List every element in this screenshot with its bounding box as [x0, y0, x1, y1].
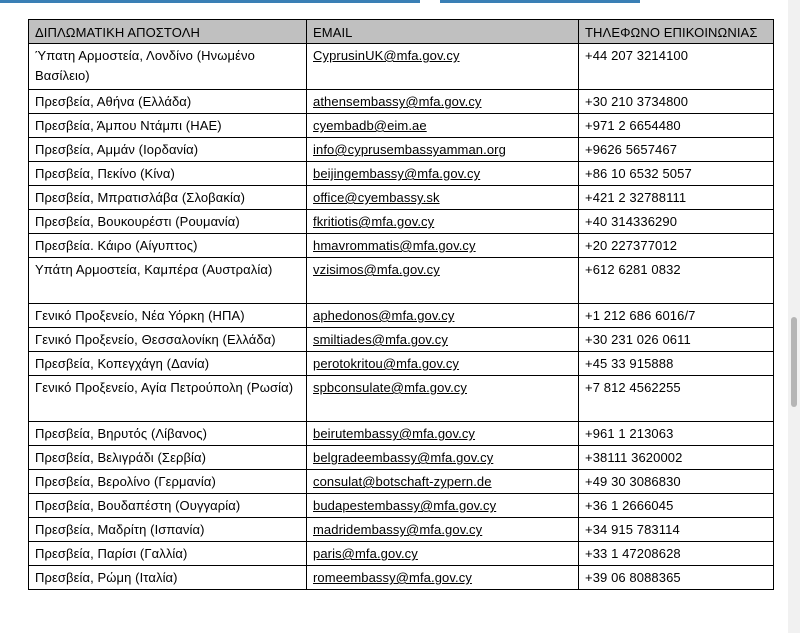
- email-link[interactable]: madridembassy@mfa.gov.cy: [313, 522, 483, 537]
- mission-cell: Πρεσβεία, Βουκουρέστι (Ρουμανία): [29, 210, 307, 234]
- email-link[interactable]: paris@mfa.gov.cy: [313, 546, 418, 561]
- phone-cell: +38111 3620002: [579, 446, 774, 470]
- email-link[interactable]: beijingembassy@mfa.gov.cy: [313, 166, 481, 181]
- mission-cell: Ύπατη Αρμοστεία, Λονδίνο (Ηνωμένο Βασίλειο): [29, 44, 307, 90]
- phone-cell: +7 812 4562255: [579, 376, 774, 422]
- email-link[interactable]: info@cyprusembassyamman.org: [313, 142, 506, 157]
- email-cell: [307, 258, 579, 304]
- table-row: [29, 328, 774, 352]
- email-cell: [307, 44, 579, 90]
- email-link[interactable]: spbconsulate@mfa.gov.cy: [313, 380, 467, 395]
- table-row: [29, 376, 774, 422]
- mission-cell: Γενικό Προξενείο, Θεσσαλονίκη (Ελλάδα): [29, 328, 307, 352]
- vertical-scrollbar[interactable]: [788, 0, 800, 633]
- email-cell: [307, 304, 579, 328]
- table-row: [29, 138, 774, 162]
- table-row: [29, 352, 774, 376]
- phone-cell: +44 207 3214100: [579, 44, 774, 90]
- email-cell: [307, 518, 579, 542]
- table-row: [29, 234, 774, 258]
- phone-cell: +33 1 47208628: [579, 542, 774, 566]
- email-cell: [307, 186, 579, 210]
- table-header-row: [29, 20, 774, 44]
- header-phone: ΤΗΛΕΦΩΝΟ ΕΠΙΚΟΙΝΩΝΙΑΣ: [579, 20, 774, 44]
- email-link[interactable]: beirutembassy@mfa.gov.cy: [313, 426, 476, 441]
- mission-cell: Υπάτη Αρμοστεία, Καμπέρα (Αυστραλία): [29, 258, 307, 304]
- table-row: [29, 422, 774, 446]
- email-link[interactable]: fkritiotis@mfa.gov.cy: [313, 214, 435, 229]
- email-cell: [307, 234, 579, 258]
- table-row: [29, 494, 774, 518]
- mission-cell: Πρεσβεία, Πεκίνο (Κίνα): [29, 162, 307, 186]
- top-accent-segment: [440, 0, 640, 3]
- email-cell: [307, 494, 579, 518]
- email-link[interactable]: romeembassy@mfa.gov.cy: [313, 570, 472, 585]
- email-link[interactable]: vzisimos@mfa.gov.cy: [313, 262, 440, 277]
- email-cell: [307, 422, 579, 446]
- phone-cell: +36 1 2666045: [579, 494, 774, 518]
- table-row: [29, 304, 774, 328]
- table-row: [29, 258, 774, 304]
- email-link[interactable]: hmavrommatis@mfa.gov.cy: [313, 238, 476, 253]
- phone-cell: +612 6281 0832: [579, 258, 774, 304]
- table-row: [29, 114, 774, 138]
- top-accent-bar: [0, 0, 800, 3]
- mission-cell: Πρεσβεία, Αθήνα (Ελλάδα): [29, 90, 307, 114]
- email-link[interactable]: smiltiades@mfa.gov.cy: [313, 332, 448, 347]
- phone-cell: +9626 5657467: [579, 138, 774, 162]
- mission-cell: Πρεσβεία, Βηρυτός (Λίβανος): [29, 422, 307, 446]
- email-cell: [307, 138, 579, 162]
- phone-cell: +30 231 026 0611: [579, 328, 774, 352]
- scrollbar-thumb[interactable]: [791, 317, 797, 407]
- email-link[interactable]: office@cyembassy.sk: [313, 190, 440, 205]
- table-row: [29, 518, 774, 542]
- table-row: [29, 162, 774, 186]
- email-cell: [307, 566, 579, 590]
- mission-cell: Πρεσβεία, Βουδαπέστη (Ουγγαρία): [29, 494, 307, 518]
- phone-cell: +86 10 6532 5057: [579, 162, 774, 186]
- email-link[interactable]: perotokritou@mfa.gov.cy: [313, 356, 460, 371]
- table-row: [29, 566, 774, 590]
- phone-cell: +49 30 3086830: [579, 470, 774, 494]
- email-cell: [307, 114, 579, 138]
- mission-cell: Πρεσβεία, Άμπου Ντάμπι (ΗΑΕ): [29, 114, 307, 138]
- table-row: [29, 186, 774, 210]
- email-link[interactable]: belgradeembassy@mfa.gov.cy: [313, 450, 494, 465]
- email-link[interactable]: CyprusinUK@mfa.gov.cy: [313, 48, 460, 63]
- email-link[interactable]: cyembadb@eim.ae: [313, 118, 427, 133]
- phone-cell: +30 210 3734800: [579, 90, 774, 114]
- mission-cell: Γενικό Προξενείο, Νέα Υόρκη (ΗΠΑ): [29, 304, 307, 328]
- phone-cell: +20 227377012: [579, 234, 774, 258]
- email-cell: [307, 328, 579, 352]
- table-row: [29, 90, 774, 114]
- phone-cell: +40 314336290: [579, 210, 774, 234]
- table-row: [29, 446, 774, 470]
- mission-cell: Πρεσβεία, Κοπεγχάγη (Δανία): [29, 352, 307, 376]
- mission-cell: Πρεσβεία, Βερολίνο (Γερμανία): [29, 470, 307, 494]
- phone-cell: +421 2 32788111: [579, 186, 774, 210]
- email-cell: [307, 90, 579, 114]
- mission-cell: Πρεσβεία, Βελιγράδι (Σερβία): [29, 446, 307, 470]
- email-cell: [307, 376, 579, 422]
- email-cell: [307, 162, 579, 186]
- embassy-contacts-table: [28, 19, 774, 590]
- mission-cell: Πρεσβεία. Κάιρο (Αίγυπτος): [29, 234, 307, 258]
- email-cell: [307, 446, 579, 470]
- mission-cell: Γενικό Προξενείο, Αγία Πετρούπολη (Ρωσία): [29, 376, 307, 422]
- phone-cell: +34 915 783114: [579, 518, 774, 542]
- table-row: [29, 44, 774, 90]
- phone-cell: +39 06 8088365: [579, 566, 774, 590]
- mission-cell: Πρεσβεία, Ρώμη (Ιταλία): [29, 566, 307, 590]
- table-row: [29, 210, 774, 234]
- mission-cell: Πρεσβεία, Μπρατισλάβα (Σλοβακία): [29, 186, 307, 210]
- phone-cell: +961 1 213063: [579, 422, 774, 446]
- phone-cell: +971 2 6654480: [579, 114, 774, 138]
- email-link[interactable]: athensembassy@mfa.gov.cy: [313, 94, 482, 109]
- email-cell: [307, 210, 579, 234]
- table-row: [29, 470, 774, 494]
- mission-cell: Πρεσβεία, Μαδρίτη (Ισπανία): [29, 518, 307, 542]
- email-cell: [307, 352, 579, 376]
- email-cell: [307, 542, 579, 566]
- header-mission: ΔΙΠΛΩΜΑΤΙΚΗ ΑΠΟΣΤΟΛΗ: [29, 20, 307, 44]
- email-link[interactable]: aphedonos@mfa.gov.cy: [313, 308, 455, 323]
- phone-cell: +1 212 686 6016/7: [579, 304, 774, 328]
- phone-cell: +45 33 915888: [579, 352, 774, 376]
- header-email: EMAIL: [307, 20, 579, 44]
- table-row: [29, 542, 774, 566]
- mission-cell: Πρεσβεία, Παρίσι (Γαλλία): [29, 542, 307, 566]
- mission-cell: Πρεσβεία, Αμμάν (Ιορδανία): [29, 138, 307, 162]
- email-cell: [307, 470, 579, 494]
- email-link[interactable]: budapestembassy@mfa.gov.cy: [313, 498, 497, 513]
- top-accent-segment: [0, 0, 420, 3]
- email-link[interactable]: consulat@botschaft-zypern.de: [313, 474, 492, 489]
